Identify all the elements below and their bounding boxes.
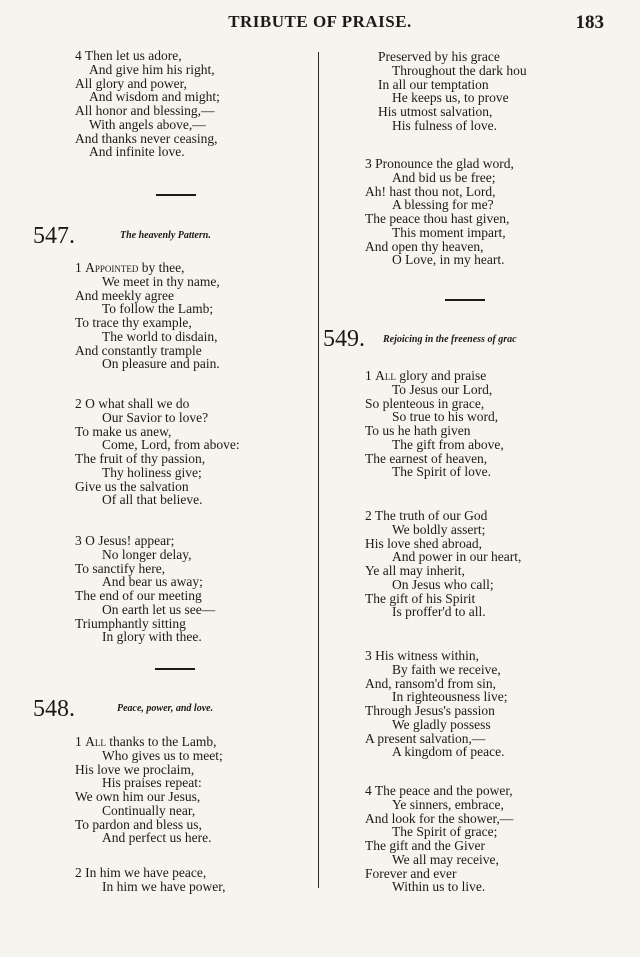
verse-line: Of all that believe.	[102, 492, 203, 508]
verse-line: A blessing for me?	[392, 197, 494, 213]
verse-line: To us he hath given	[365, 423, 471, 438]
verse-line: And bear us away;	[102, 574, 203, 590]
verse-line: 4 Then let us adore,	[75, 48, 182, 63]
verse-line: 3 His witness within,	[365, 648, 480, 663]
verse-line: 1 Appointed by thee,	[75, 260, 185, 275]
running-title: TRIBUTE OF PRAISE.	[228, 12, 412, 31]
verse-line: 1 All thanks to the Lamb,	[75, 734, 217, 749]
verse-line: And meekly agree	[75, 287, 174, 303]
verse-line: We gladly possess	[392, 716, 491, 732]
verse-line: And infinite love.	[89, 144, 185, 160]
page-number: 183	[575, 12, 604, 33]
hymn-title-548: Peace, power, and love.	[117, 703, 214, 714]
verse-line: And perfect us here.	[102, 830, 212, 846]
verse-line: The gift and the Giver	[365, 838, 485, 853]
verse-line: Preserved by his grace	[378, 49, 500, 64]
hymn-title-547: The heavenly Pattern.	[120, 230, 211, 241]
column-divider	[318, 52, 319, 888]
verse-line: Through Jesus's passion	[365, 703, 495, 718]
verse-line: And give him his right,	[89, 61, 215, 77]
verse-line: With angels above,—	[89, 116, 206, 132]
verse-line: 3 Pronounce the glad word,	[365, 156, 514, 171]
verse-line: 2 O what shall we do	[75, 396, 190, 411]
verse-line: The earnest of heaven,	[365, 450, 488, 466]
verse-line: 4 The peace and the power,	[365, 783, 513, 798]
verse-line: Give us the salvation	[75, 478, 189, 494]
verse-line: Thy holiness give;	[102, 464, 202, 480]
verse-line: On Jesus who call;	[392, 576, 494, 592]
verse-line: We all may receive,	[392, 851, 499, 867]
verse-line: Come, Lord, from above:	[102, 437, 240, 453]
verse-line: The Spirit of love.	[392, 464, 491, 480]
verse-line: 3 O Jesus! appear;	[75, 533, 175, 548]
verse-line: And power in our heart,	[392, 549, 522, 565]
verse-line: O Love, in my heart.	[392, 252, 505, 268]
verse-line: The gift from above,	[392, 436, 504, 452]
verse-line: The Spirit of grace;	[392, 824, 498, 840]
hymn-separator	[445, 299, 485, 301]
hymn-separator	[155, 668, 195, 670]
verse-line: And open thy heaven,	[365, 238, 484, 254]
verse-line: And constantly trample	[75, 342, 202, 358]
verse-line: The gift of his Spirit	[365, 590, 476, 606]
verse-line: A kingdom of peace.	[392, 744, 505, 760]
verse-line: He keeps us, to prove	[392, 90, 509, 106]
verse-line: The peace thou hast given,	[365, 211, 510, 226]
verse-line: The fruit of thy passion,	[75, 451, 206, 466]
page-header	[0, 12, 640, 36]
verse-line: The end of our meeting	[75, 588, 202, 603]
verse-line: Ye sinners, embrace,	[392, 796, 504, 812]
verse-line: A present salvation,—	[365, 730, 486, 746]
verse-line: Our Savior to love?	[102, 409, 209, 425]
verse-line: On pleasure and pain.	[102, 356, 220, 372]
verse-line: Within us to live.	[392, 879, 486, 895]
verse-line: On earth let us see—	[102, 601, 216, 617]
verse-line: Triumphantly sitting	[75, 615, 186, 631]
verse-line: To Jesus our Lord,	[392, 381, 493, 397]
verse-line: To sanctify here,	[75, 560, 166, 576]
verse-line: Forever and ever	[365, 865, 457, 881]
verse-line: And look for the shower,—	[365, 810, 514, 826]
verse-line: To trace thy example,	[75, 315, 192, 330]
verse-line: All glory and power,	[75, 75, 187, 91]
verse-line: We own him our Jesus,	[75, 789, 201, 804]
hymn-number-548: 548.	[33, 696, 75, 722]
verse-line: To pardon and bless us,	[75, 816, 202, 832]
verse-line: The world to disdain,	[102, 328, 218, 344]
verse-line: Continually near,	[102, 802, 196, 818]
verse-line: We boldly assert;	[392, 521, 486, 537]
verse-line: And bid us be free;	[392, 169, 496, 185]
verse-line: In glory with thee.	[102, 629, 202, 645]
verse-line: In him we have power,	[102, 878, 226, 894]
verse-line: So plenteous in grace,	[365, 395, 485, 411]
verse-line: Ye all may inherit,	[365, 563, 465, 578]
verse-line: Who gives us to meet;	[102, 747, 223, 763]
verse-line: His fulness of love.	[392, 117, 497, 133]
verse-line: In righteousness live;	[392, 689, 508, 705]
verse-line: His love shed abroad,	[365, 535, 482, 551]
verse-line: To follow the Lamb;	[102, 301, 214, 317]
verse-line: Throughout the dark hou	[392, 62, 527, 78]
verse-line: 2 The truth of our God	[365, 508, 488, 523]
verse-line: Is proffer'd to all.	[392, 604, 486, 620]
verse-line: So true to his word,	[392, 409, 499, 425]
verse-line: No longer delay,	[102, 546, 192, 562]
verse-line: His love we proclaim,	[75, 761, 195, 777]
verse-line: Ah! hast thou not, Lord,	[365, 183, 496, 199]
verse-line: His praises repeat:	[102, 775, 202, 791]
verse-line: And wisdom and might;	[89, 89, 220, 105]
verse-line: His utmost salvation,	[378, 104, 493, 119]
hymn-title-549: Rejoicing in the freeness of grac	[383, 334, 517, 345]
verse-line: By faith we receive,	[392, 661, 501, 677]
verse-line: All honor and blessing,—	[75, 103, 215, 118]
verse-line: In all our temptation	[378, 76, 489, 92]
verse-line: This moment impart,	[392, 224, 506, 240]
verse-line: 1 All glory and praise	[365, 368, 487, 383]
hymn-separator	[156, 194, 196, 196]
verse-line: We meet in thy name,	[102, 273, 220, 289]
verse-line: To make us anew,	[75, 423, 172, 439]
hymn-number-549: 549.	[323, 326, 365, 352]
verse-line: And thanks never ceasing,	[75, 130, 218, 146]
verse-line: 2 In him we have peace,	[75, 865, 207, 880]
hymn-number-547: 547.	[33, 223, 75, 249]
verse-line: And, ransom'd from sin,	[365, 675, 497, 691]
